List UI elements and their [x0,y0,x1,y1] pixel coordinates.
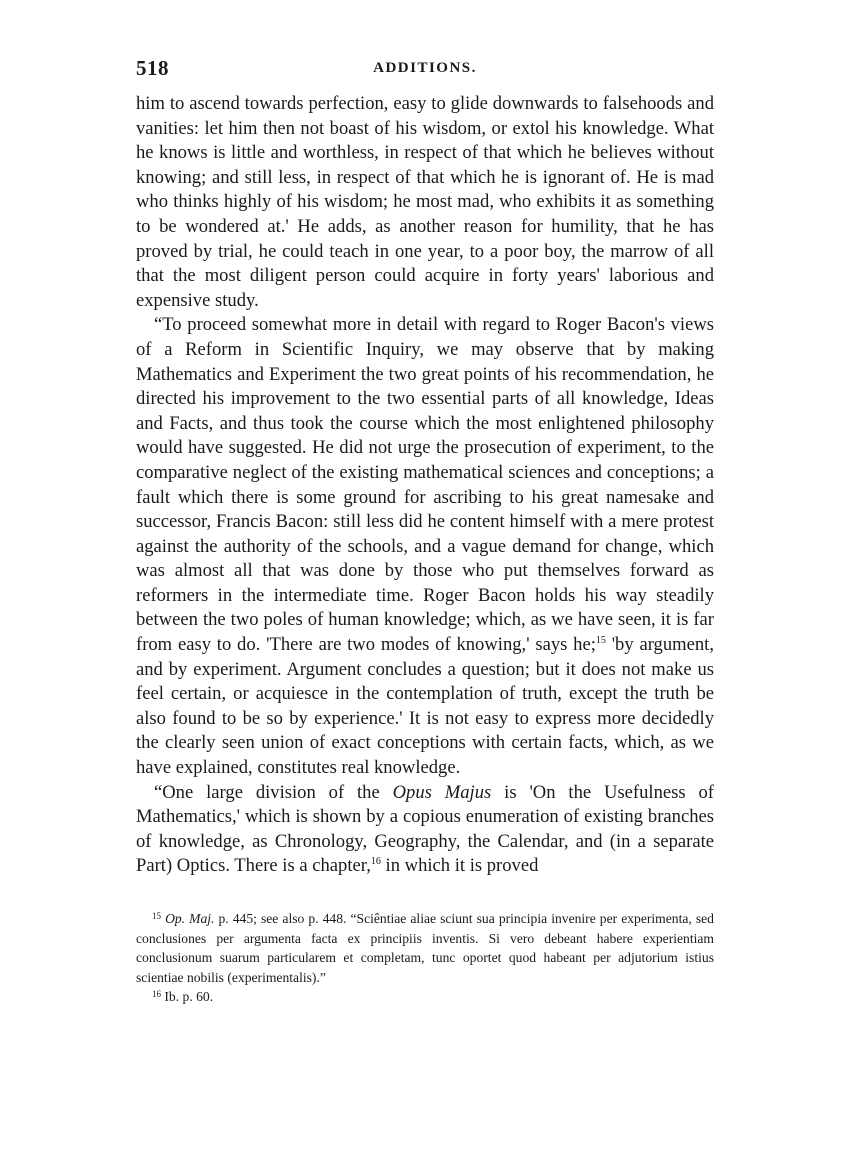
paragraph-reform [136,313,714,780]
paragraph-1-text: him to ascend towards perfection, easy to glide downwards to falsehoods and vanities: let him then not boast of his wisdom, or extol his knowledge. What he knows is little and worthless, in respect of that which he believes without knowing; and still less, in respect of that which he is ignorant of. He is mad who thinks highly of his wisdom; he most mad, who exhibits it as something to be wondered at.' He adds, as another reason for humility, that he has proved by trial, he could teach in one year, to a poor boy, the marrow of all that the most diligent person could acquire in forty years' laborious and expensive study. [136,93,714,311]
footnote-15-mark: 15 [152,911,161,921]
footnote-15-source: Op. Maj. [165,911,215,926]
paragraph-3-text-b: is 'On the Usefulness of Mathematics,' which is shown by a copious enumeration of existing branches of knowledge, as Chronology, Geography, the Calendar, and (in a separate Part) Optics. There is a chapter, [136,781,714,877]
footnote-16-mark: 16 [152,989,161,1000]
footnote-ref-15[interactable]: 15 [595,635,606,647]
paragraph-3-text-a: “One large division of the [154,781,393,803]
footnote-15-text: p. 445; see also p. 448. “Sciêntiae aliae sciunt sua principia invenire per experimenta, sed conclusiones per argumenta facta ex principiis inventis. Si vero debeant habere experientiam conclusionum suarum particularem et completam, tunc oportet quod habeant per adjutorium istius scientiae nobilis (experimentalis).” [136,911,714,985]
footnote-16-text: Ib. p. 60. [161,989,214,1005]
running-head [136,56,714,92]
paragraph-3-text-c: in which it is proved [380,855,539,877]
paragraph-continued [136,92,714,313]
running-title: ADDITIONS. [373,60,477,76]
paragraph-2-text-a: “To proceed somewhat more in detail with regard to Roger Bacon's views of a Reform in Scientific Inquiry, we may observe that by making Mathematics and Experiment the two great points of his recommendation, he directed his improvement to the two essential parts of all knowledge, Ideas and Facts, and thus took the course which the most enlightened philosophy would have suggested. He did not urge the prosecution of experiment, to the comparative neglect of the existing mathematical sciences and conceptions; a fault which there is some ground for ascribing to his great namesake and successor, Francis Bacon: still less did he content himself with a mere protest against the authority of the schools, and a vague demand for change, which was almost all that was done by those who put themselves forward as reformers in the intermediate time. Roger Bacon holds his way steadily between the two poles of human knowledge; which, as we have seen, it is far from easy to do. 'There are two modes of knowing,' says he; [136,314,714,656]
page-number: 518 [136,56,169,80]
footnote-ref-16[interactable]: 16 [370,856,381,868]
footnotes [136,909,714,1007]
footnote-15 [136,909,714,987]
paragraph-2-text-b: 'by argument, and by experiment. Argument concludes a question; but it does not make us feel certain, or acquiesce in the contemplation of truth, except the truth be also found to be so by experience.' It is not easy to express more decidedly the clearly seen union of exact conceptions with certain facts, which, as we have explained, constitutes real knowledge. [136,634,714,779]
work-title-opus-majus: Opus Majus [392,781,492,803]
book-page [136,56,714,1007]
footnote-16 [136,987,714,1007]
paragraph-opus-majus [136,781,714,879]
main-text [136,92,714,879]
